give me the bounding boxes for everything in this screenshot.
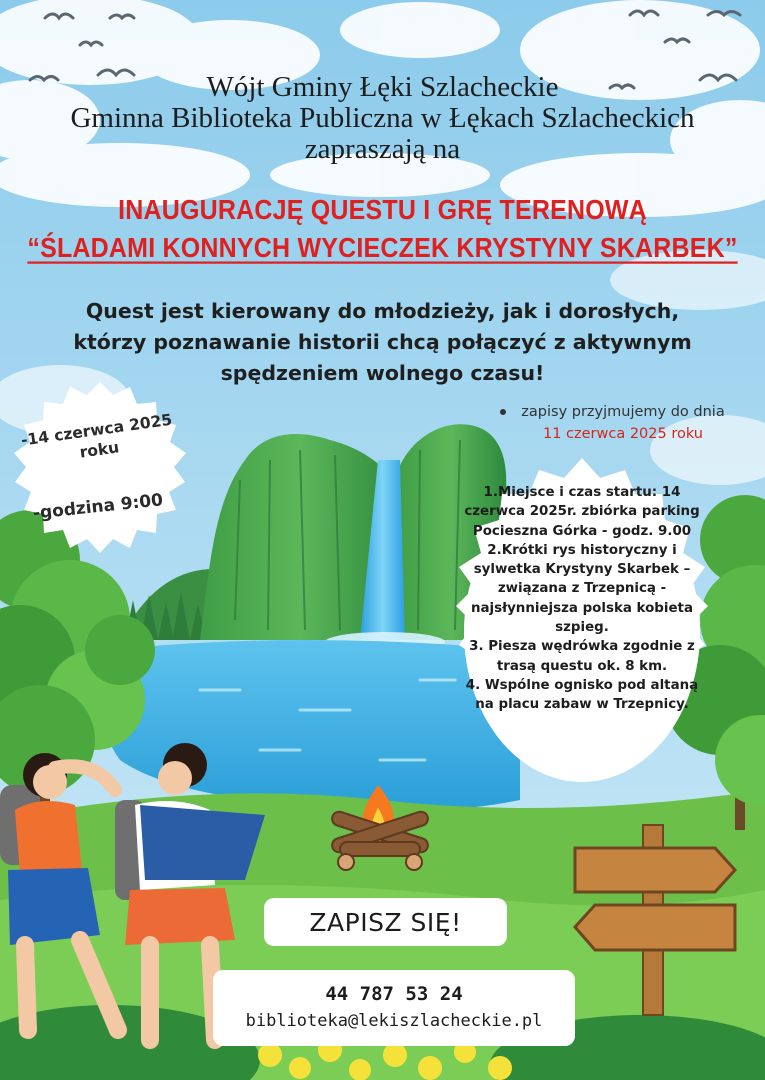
signup-label: zapisy przyjmujemy do dnia bbox=[521, 404, 725, 420]
event-title-line-1: INAUGURACJĘ QUESTU I GRĘ TERENOWĄ bbox=[118, 194, 647, 226]
invite-line: zapraszają na bbox=[304, 133, 461, 165]
event-date: -14 czerwca 2025 roku bbox=[19, 410, 174, 462]
intro-line-1: Quest jest kierowany do młodzieży, jak i dorosłych, bbox=[85, 299, 680, 323]
intro-text bbox=[40, 296, 725, 389]
organizer-line-1: Wójt Gminy Łęki Szlacheckie bbox=[206, 71, 559, 103]
program-item-3: 3. Piesza wędrówka zgodnie z trasą questu ok. 8 km. bbox=[469, 639, 695, 674]
program-info bbox=[456, 483, 708, 715]
program-item-1: 1.Miejsce i czas startu: 14 czerwca 2025r. zbiórka parking Pocieszna Górka - godz. 9.00 bbox=[464, 485, 700, 539]
intro-line-3: spędzeniem wolnego czasu! bbox=[220, 361, 545, 385]
date-badge bbox=[18, 410, 178, 524]
signup-date: 11 czerwca 2025 roku bbox=[542, 426, 704, 442]
program-item-2: 2.Krótki rys historyczny i sylwetka Krystyny Skarbek – związana z Trzepnicą - najsłynniejsza polska kobieta szpieg. bbox=[470, 542, 693, 636]
organizer-line-2: Gminna Biblioteka Publiczna w Łękach Szlacheckich bbox=[70, 102, 695, 134]
event-title-line-2: “ŚLADAMI KONNYCH WYCIECZEK KRYSTYNY SKARBEK” bbox=[27, 232, 738, 264]
signup-deadline bbox=[478, 401, 765, 445]
event-time: -godzina 9:00 bbox=[32, 490, 164, 524]
intro-line-2: którzy poznawanie historii chcą połączyć z aktywnym bbox=[73, 330, 692, 354]
signup-button[interactable]: ZAPISZ SIĘ! bbox=[264, 898, 507, 946]
contact-email[interactable]: biblioteka@lekiszlacheckie.pl bbox=[245, 1011, 543, 1031]
organizers-header bbox=[0, 72, 765, 165]
program-item-4: 4. Wspólne ognisko pod altaną na placu zabaw w Trzepnicy. bbox=[465, 677, 699, 713]
contact-phone[interactable]: 44 787 53 24 bbox=[325, 983, 463, 1005]
contact-box bbox=[213, 970, 575, 1046]
event-title bbox=[0, 191, 765, 267]
